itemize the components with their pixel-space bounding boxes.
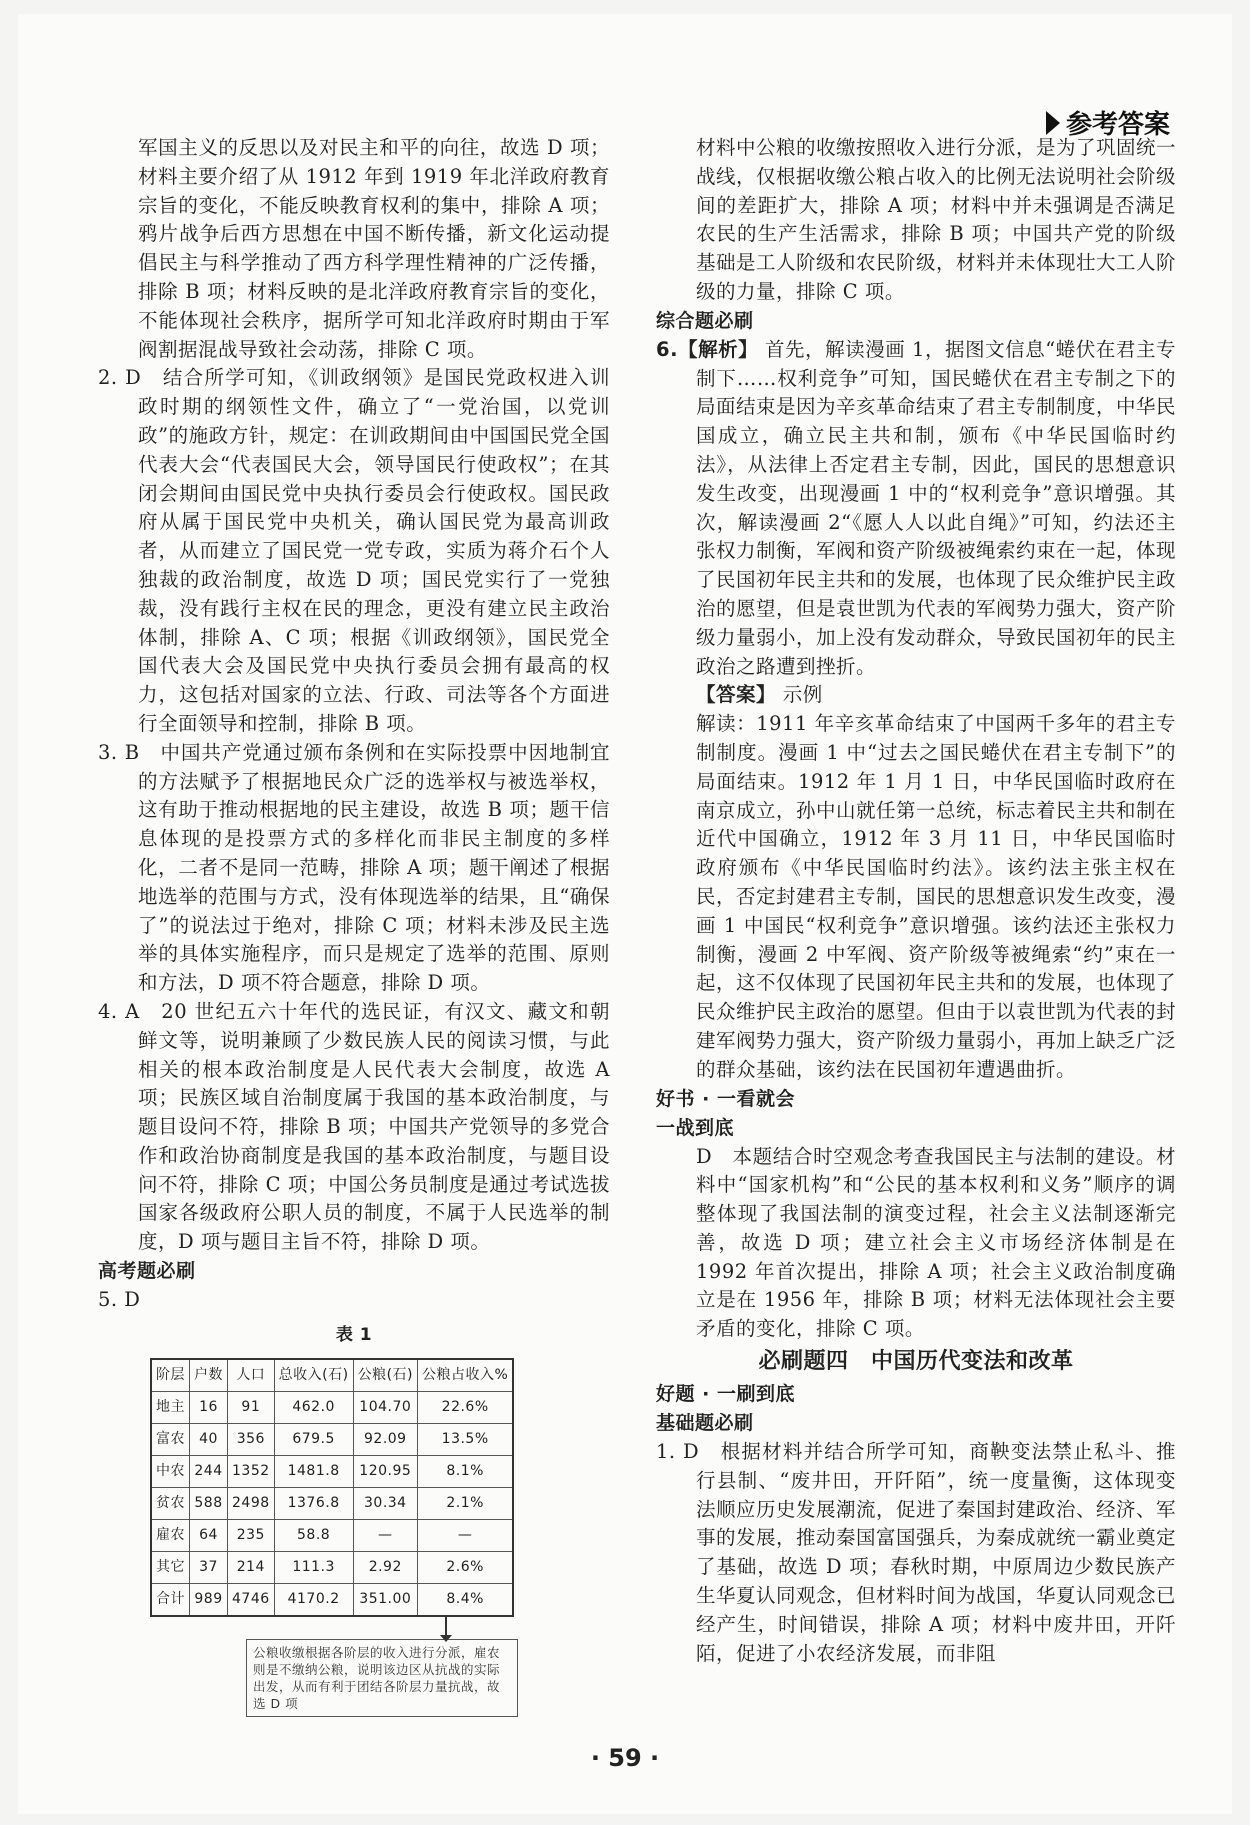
table-header: 阶层 <box>151 1359 190 1392</box>
answer-q6-answer <box>656 681 1176 710</box>
table-cell: 13.5% <box>418 1423 514 1455</box>
table-cell: 91 <box>228 1391 275 1423</box>
answer-q6-text: 解读：1911 年辛亥革命结束了中国两千多年的君主专制制度。漫画 1 中“过去之国民蜷伏在君主专制下”的局面结束。1912 年 1 月 1 日，中华民国临时政府在南京成立，孙中山就任第一总统，标志着民主共和制在近代中国确立，1912 年 3 月 11 日，中华民国临时政府颁布《中华民国临时约法》。该约法主张主权在民，否定封建君主专制，国民的思想意识发生改变，漫画 1 中国民“权利竞争”意识增强。该约法还主张权力制衡，漫画 2 中军阀、资产阶级等被绳索“约”束在一起，这不仅体现了民国初年民主共和的发展，也体现了民众维护民主政治的愿望。但由于以袁世凯为代表的封建军阀势力强大，资产阶级力量弱小，再加上缺乏广泛的群众基础，该约法在民国初年遭遇曲折。 <box>696 712 1177 1081</box>
table-title: 表 1 <box>335 1324 373 1345</box>
table-cell: 贫农 <box>151 1487 190 1519</box>
table-cell: 244 <box>190 1455 228 1487</box>
table-cell: 8.1% <box>418 1455 514 1487</box>
table-cell: 351.00 <box>353 1583 417 1616</box>
section-zonghe: 综合题必刷 <box>656 309 754 332</box>
table-cell: 588 <box>190 1487 228 1519</box>
table-cell: 1481.8 <box>274 1455 353 1487</box>
table-cell: 356 <box>228 1423 275 1455</box>
table-cell: 462.0 <box>274 1391 353 1423</box>
table-header: 户数 <box>190 1359 228 1392</box>
section-jichu: 基础题必刷 <box>656 1412 754 1435</box>
left-column <box>98 134 610 1717</box>
table-cell: 989 <box>190 1583 228 1616</box>
table-row <box>151 1583 513 1616</box>
table-header: 人口 <box>228 1359 275 1392</box>
table-cell: 中农 <box>151 1455 190 1487</box>
table-cell: 8.4% <box>418 1583 514 1616</box>
table-cell: 2498 <box>228 1487 275 1519</box>
answer-q6-analysis <box>656 336 1176 682</box>
table-cell: 2.92 <box>353 1551 417 1583</box>
table-cell: 92.09 <box>353 1423 417 1455</box>
table-cell: 214 <box>228 1551 275 1583</box>
q6-analysis-text: 首先，解读漫画 1，据图文信息“蜷伏在君主专制下……权利竞争”可知，国民蜷伏在君主专制之下的局面结束是因为辛亥革命结束了君主专制制度，中华民国成立，确立民主共和制，颁布《中华民国临时约法》，从法律上否定君主专制，因此，国民的思想意识发生改变，出现漫画 1 中的“权利竞争”意识增强。其次，解读漫画 2“《愿人人以此自绳》”可知，约法还主张权力制衡，军阀和资产阶级被绳索约束在一起，体现了民国初年民主共和的发展，也体现了民众维护民主政治的愿望，但是袁世凯为代表的军阀势力强大，资产阶级力量弱小，加上没有发动群众，导致民国初年的民主政治之路遭到挫折。 <box>696 337 1177 678</box>
table-row <box>151 1487 513 1519</box>
table-cell: 104.70 <box>353 1391 417 1423</box>
table-row <box>151 1455 513 1487</box>
left-para-continued: 军国主义的反思以及对民主和平的向往，故选 D 项；材料主要介绍了从 1912 年到 1919 年北洋政府教育宗旨的变化，不能反映教育权利的集中，排除 A 项；鸦片战争后西方思想在中国不断传播，新文化运动提倡民主与科学推动了西方科学理性精神的广泛传播，排除 B 项；材料反映的是北洋政府教育宗旨的变化，不能体现社会秩序，据所学可知北洋政府时期由于军阀割据混战导致社会动荡，排除 C 项。 <box>138 136 610 361</box>
triangle-right-icon <box>1046 111 1060 135</box>
table-header-row <box>151 1359 513 1392</box>
table-cell: 雇农 <box>151 1519 190 1551</box>
table-cell: 2.6% <box>418 1551 514 1583</box>
answer-example: 示例 <box>782 683 823 707</box>
section-haoshu: 好书 · 一看就会 <box>656 1087 795 1110</box>
table-cell: 地主 <box>151 1391 190 1423</box>
table-cell: 40 <box>190 1423 228 1455</box>
table-cell: — <box>353 1519 417 1551</box>
q6-label: 6.【解析】 <box>656 337 759 361</box>
grain-table <box>150 1358 514 1617</box>
table-cell: 235 <box>228 1519 275 1551</box>
table-header: 公粮(石) <box>353 1359 417 1392</box>
table-cell: 1376.8 <box>274 1487 353 1519</box>
table-cell: 120.95 <box>353 1455 417 1487</box>
table-cell: — <box>418 1519 514 1551</box>
right-column <box>656 134 1176 1668</box>
answer-q3: 3. B 中国共产党通过颁布条例和在实际投票中因地制宜的方法赋予了根据地民众广泛的选举权与被选举权，这有助于推动根据地的民主建设，故选 B 项；题干信息体现的是投票方式的多样化而非民主制度的多样化，二者不是同一范畴，排除 A 项；题干阐述了根据地选举的范围与方式，没有体现选举的结果，且“确保了”的说法过于绝对，排除 C 项；材料未涉及民主选举的具体实施程序，而只是规定了选举的范围、原则和方法，D 项不符合题意，排除 D 项。 <box>98 740 610 995</box>
table-cell: 679.5 <box>274 1423 353 1455</box>
answer-q4: 4. A 20 世纪五六十年代的选民证，有汉文、藏文和朝鲜文等，说明兼顾了少数民族人民的阅读习惯，与此相关的根本政治制度是人民代表大会制度，故选 A 项；民族区域自治制度属于我国的基本政治制度，与题目设问不符，排除 B 项；中国共产党领导的多党合作和政治协商制度是我国的基本政治制度，与题目设问不符，排除 C 项；中国公务员制度是通过考试选拔国家各级政府公职人员的制度，不属于人民选举的制度，D 项与题目主旨不符，排除 D 项。 <box>98 999 610 1254</box>
page <box>18 14 1232 1814</box>
table-row <box>151 1551 513 1583</box>
table-cell: 其它 <box>151 1551 190 1583</box>
table-cell: 1352 <box>228 1455 275 1487</box>
right-para-continued: 材料中公粮的收缴按照收入进行分派，是为了巩固统一战线，仅根据收缴公粮占收入的比例无法说明社会阶级间的差距扩大，排除 A 项；材料中并未强调是否满足农民的生产生活需求，排除 B 项；中国共产党的阶级基础是工人阶级和农民阶级，材料并未体现壮大工人阶级的力量，排除 C 项。 <box>696 136 1177 303</box>
topic-title: 必刷题四 中国历代变法和改革 <box>758 1349 1074 1375</box>
table-row <box>151 1423 513 1455</box>
section-gaokao: 高考题必刷 <box>98 1260 196 1283</box>
header-label: 参考答案 <box>1065 110 1170 140</box>
table-annotation <box>246 1639 518 1717</box>
section-haoti: 好题 · 一刷到底 <box>656 1383 795 1406</box>
table-row <box>151 1391 513 1423</box>
table-header: 公粮占收入% <box>418 1359 514 1392</box>
table-cell: 64 <box>190 1519 228 1551</box>
table-cell: 58.8 <box>274 1519 353 1551</box>
table-row <box>151 1519 513 1551</box>
arrow-down-icon <box>445 1616 447 1638</box>
yizhan-answer: D 本题结合时空观念考查我国民主与法制的建设。材料中“国家机构”和“公民的基本权利和义务”顺序的调整体现了我国法制的演变过程，社会主义法制逐渐完善，故选 D 项；建立社会主义市场经济体制是在 1992 年首次提出，排除 A 项；社会主义政治制度确立是在 1956 年，排除 B 项；材料无法体现社会主要矛盾的变化，排除 C 项。 <box>696 1144 1176 1341</box>
section-yizhan: 一战到底 <box>656 1116 735 1139</box>
table-cell: 22.6% <box>418 1391 514 1423</box>
table-cell: 4170.2 <box>274 1583 353 1616</box>
table-header: 总收入(石) <box>274 1359 353 1392</box>
answer-label: 【答案】 <box>696 683 777 707</box>
table-cell: 合计 <box>151 1583 190 1616</box>
table-cell: 16 <box>190 1391 228 1423</box>
table-annotation-text: 公粮收缴根据各阶层的收入进行分派，雇农则是不缴纳公粮，说明该边区从抗战的实际出发，从而有利于团结各阶层力量抗战，故选 D 项 <box>253 1644 501 1711</box>
table-cell: 富农 <box>151 1423 190 1455</box>
page-number: · 59 · <box>590 1744 660 1772</box>
answer-q5: 5. D <box>98 1288 141 1312</box>
answer-q2: 2. D 结合所学可知，《训政纲领》是国民党政权进入训政时期的纲领性文件，确立了“一党治国，以党训政”的施政方针，规定：在训政期间由中国国民党全国代表大会“代表国民大会，领导国民行使政权”；在其闭会期间由国民党中央执行委员会行使政权。国民政府从属于国民党中央机关，确认国民党为最高训政者，从而建立了国民党一党专政，实质为蒋介石个人独裁的政治制度，故选 D 项；国民党实行了一党独裁，没有践行主权在民的理念，更没有建立民主政治体制，排除 A、C 项；根据《训政纲领》，国民党全国代表大会及国民党中央执行委员会拥有最高的权力，这包括对国家的立法、行政、司法等各个方面进行全面领导和控制，排除 B 项。 <box>98 366 610 735</box>
table-cell: 30.34 <box>353 1487 417 1519</box>
answer-q1: 1. D 根据材料并结合所学可知，商鞅变法禁止私斗、推行县制、“废井田，开阡陌”，统一度量衡，这体现变法顺应历史发展潮流，促进了秦国封建政治、经济、军事的发展，推动秦国富国强兵，为秦成就统一霸业奠定了基础，故选 D 项；春秋时期，中原周边少数民族产生华夏认同观念，但材料时间为战国，华夏认同观念已经产生，时间错误，排除 A 项；材料中废井田，开阡陌，促进了小农经济发展，而非阻 <box>656 1440 1177 1665</box>
table-cell: 4746 <box>228 1583 275 1616</box>
table-cell: 37 <box>190 1551 228 1583</box>
table-cell: 111.3 <box>274 1551 353 1583</box>
table-cell: 2.1% <box>418 1487 514 1519</box>
